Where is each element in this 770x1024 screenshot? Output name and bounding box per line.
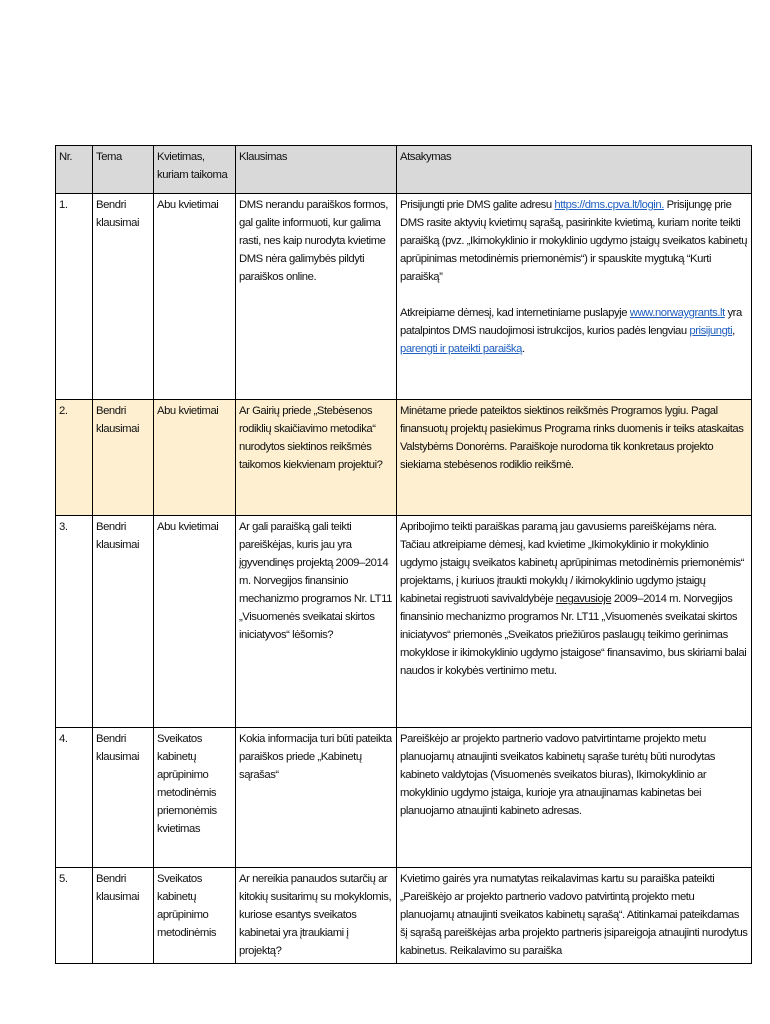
row-kvietimas: Abu kvietimai bbox=[154, 194, 236, 400]
row-kvietimas: Abu kvietimai bbox=[154, 516, 236, 728]
row-tema: Bendri klausimai bbox=[93, 400, 154, 516]
row-tema: Bendri klausimai bbox=[93, 194, 154, 400]
answer-text: yra patalpintos DMS naudojimosi istrukcijos, kurios padės lengviau bbox=[400, 307, 742, 337]
row-nr: 5. bbox=[56, 868, 93, 964]
header-kvietimas: Kvietimas, kuriam taikoma bbox=[154, 146, 236, 194]
row-atsakymas: Kvietimo gairės yra numatytas reikalavimas kartu su paraiška pateikti „Pareiškėjo ar projekto partnerio vadovo patvirtintą projekto metu planuojamų atnaujinti sveikatos kabinetų sąrašą“. Atitinkamai pateikdamas šį sąrašą pareiškėjas arba projekto partneris įsipareigoja atnaujinti nurodytus kabinetus. Reikalavimo su paraiška bbox=[397, 868, 752, 964]
row-klausimas: Ar Gairių priede „Stebėsenos rodiklių skaičiavimo metodika“ nurodytos siektinos reikšmės taikomos kiekvienam projektui? bbox=[236, 400, 397, 516]
norwaygrants-link[interactable]: www.norwaygrants.lt bbox=[629, 307, 725, 319]
faq-table bbox=[55, 145, 752, 964]
parengti-paraiska-link[interactable]: parengti ir pateikti paraišką bbox=[400, 343, 522, 355]
answer-text: . bbox=[521, 343, 525, 355]
row-atsakymas bbox=[397, 516, 752, 728]
prisijungti-link[interactable]: prisijungti bbox=[689, 325, 733, 337]
table-row bbox=[56, 516, 752, 728]
header-nr: Nr. bbox=[56, 146, 93, 194]
row-kvietimas: Sveikatos kabinetų aprūpinimo metodinėmis priemonėmis kvietimas bbox=[154, 728, 236, 868]
header-klausimas: Klausimas bbox=[236, 146, 397, 194]
row-nr: 1. bbox=[56, 194, 93, 400]
row-atsakymas: Pareiškėjo ar projekto partnerio vadovo patvirtintame projekto metu planuojamų atnaujinti sveikatos kabinetų sąraše turėtų būti nurodytas kabineto valdytojas (Visuomenės sveikatos biuras), Ikimokyklinio ar mokyklinio ugdymo įstaiga, kurioje yra atnaujinamas kabinetas bei planuojamo atnaujinti kabineto adresas. bbox=[397, 728, 752, 868]
header-tema: Tema bbox=[93, 146, 154, 194]
table-header-row bbox=[56, 146, 752, 194]
table-row bbox=[56, 728, 752, 868]
answer-underlined: negavusioje bbox=[555, 593, 612, 605]
row-kvietimas: Abu kvietimai bbox=[154, 400, 236, 516]
row-atsakymas bbox=[397, 194, 752, 400]
table-row bbox=[56, 194, 752, 400]
dms-login-link[interactable]: https://dms.cpva.lt/login. bbox=[554, 199, 664, 211]
row-klausimas: Kokia informacija turi būti pateikta paraiškos priede „Kabinetų sąrašas“ bbox=[236, 728, 397, 868]
row-nr: 2. bbox=[56, 400, 93, 516]
row-nr: 4. bbox=[56, 728, 93, 868]
row-klausimas: Ar nereikia panaudos sutarčių ar kitokių susitarimų su mokyklomis, kuriose esantys sveikatos kabinetai yra įtraukiami į projektą? bbox=[236, 868, 397, 964]
row-kvietimas: Sveikatos kabinetų aprūpinimo metodinėmis bbox=[154, 868, 236, 964]
row-tema: Bendri klausimai bbox=[93, 868, 154, 964]
answer-text: Atkreipiame dėmesį, kad internetiniame puslapyje bbox=[400, 307, 630, 319]
table-row bbox=[56, 868, 752, 964]
row-klausimas: Ar gali paraišką gali teikti pareiškėjas, kuris jau yra įgyvendinęs projektą 2009–2014 m. Norvegijos finansinio mechanizmo programos Nr. LT11 „Visuomenės sveikatai skirtos iniciatyvos“ lėšomis? bbox=[236, 516, 397, 728]
table-row bbox=[56, 400, 752, 516]
answer-text: Prisijungti prie DMS galite adresu bbox=[400, 199, 555, 211]
header-atsakymas: Atsakymas bbox=[397, 146, 752, 194]
row-klausimas: DMS nerandu paraiškos formos, gal galite informuoti, kur galima rasti, nes kaip nurodyta kvietime DMS nėra galimybės pildyti paraiškos online. bbox=[236, 194, 397, 400]
answer-text: Apribojimo teikti paraiškas paramą jau gavusiems pareiškėjams nėra. Tačiau atkreipiame dėmesį, kad kvietime „Ikimokyklinio ir mokyklinio ugdymo įstaigų sveikatos kabinetų aprūpinimas metodinėmis priemonėmis“ projektams, į kuriuos įtraukti mokyklų / ikimokyklinio ugdymo įstaigų kabinetai registruoti savivaldybėje bbox=[400, 521, 744, 605]
row-nr: 3. bbox=[56, 516, 93, 728]
answer-text: Prisijungę prie DMS rasite aktyvių kvietimų sąrašą, pasirinkite kvietimą, kuriam norite teikti paraišką (pvz. „Ikimokyklinio ir mokyklinio ugdymo įstaigų sveikatos kabinetų aprūpinimas metodinėmis priemonėmis“) ir spauskite mygtuką “Kurti paraišką” bbox=[400, 199, 748, 283]
row-tema: Bendri klausimai bbox=[93, 728, 154, 868]
row-atsakymas: Minėtame priede pateiktos siektinos reikšmės Programos lygiu. Pagal finansuotų projektų pasiekimus Programa rinks duomenis ir teiks ataskaitas Valstybėms Donorėms. Paraiškoje nurodoma tik konkretaus projekto siekiama stebėsenos rodiklio reikšmė. bbox=[397, 400, 752, 516]
answer-text: 2009–2014 m. Norvegijos finansinio mechanizmo programos Nr. LT11 „Visuomenės sveikatai skirtos iniciatyvos“ priemonės „Sveikatos priežiūros paslaugų teikimo gerinimas mokyklose ir ikimokyklinio ugdymo įstaigose“ finansavimo, bus skiriami balai naudos ir kokybės vertinimo metu. bbox=[400, 593, 747, 677]
row-tema: Bendri klausimai bbox=[93, 516, 154, 728]
answer-text: , bbox=[732, 325, 735, 337]
